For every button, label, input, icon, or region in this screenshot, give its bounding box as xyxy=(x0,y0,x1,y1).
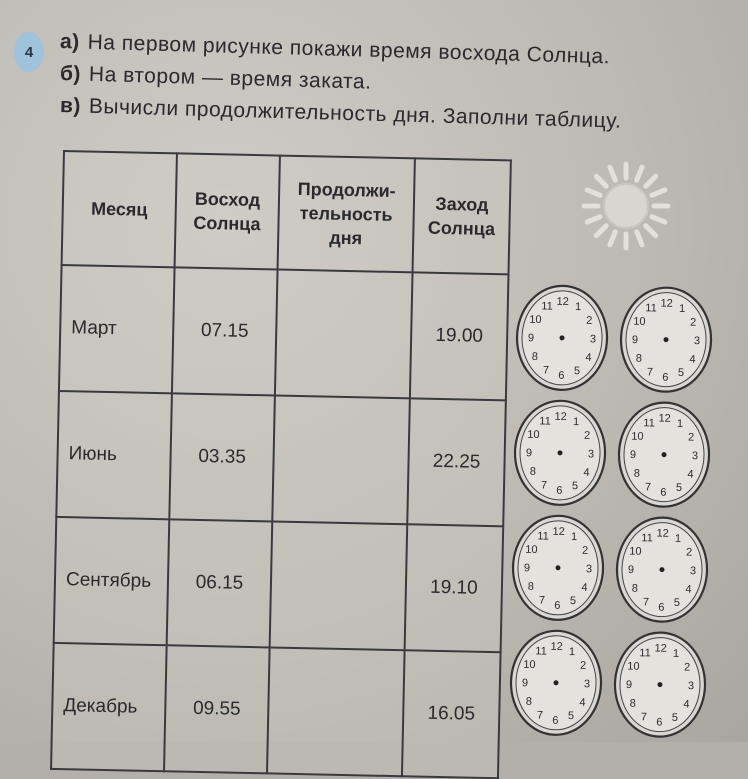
clock-number: 3 xyxy=(583,678,591,691)
clock-number: 4 xyxy=(689,353,696,366)
clock-grid xyxy=(506,282,736,746)
header-month: Месяц xyxy=(62,151,177,267)
table-row xyxy=(54,517,504,652)
clock-number: 5 xyxy=(677,366,685,380)
instruction-b-text: На втором — время заката. xyxy=(88,62,372,94)
clock-number: 10 xyxy=(631,430,644,443)
instruction-b xyxy=(60,62,372,95)
clock-number: 10 xyxy=(525,543,538,556)
sunrise-value: 09.55 xyxy=(192,697,241,720)
clock-face-march-sunrise[interactable] xyxy=(512,282,612,394)
clock-number: 10 xyxy=(629,545,642,558)
cell-sunset xyxy=(405,524,504,652)
clock-number: 1 xyxy=(574,301,582,314)
clock-number: 4 xyxy=(579,696,586,709)
sun-ray xyxy=(652,190,665,195)
instruction-c-text: Вычисли продолжительность дня. Заполни таблицу. xyxy=(88,94,622,133)
clock-number: 9 xyxy=(523,562,531,575)
clock-number: 5 xyxy=(671,711,679,724)
clock-number: 12 xyxy=(550,640,563,653)
sun-ray xyxy=(610,232,615,245)
clock-number: 12 xyxy=(658,412,671,425)
sun-ray xyxy=(596,176,606,186)
sun-ray xyxy=(637,232,642,245)
clock-number: 2 xyxy=(579,659,587,672)
clock-number: 10 xyxy=(523,658,536,671)
clock-number: 6 xyxy=(656,716,663,729)
clock-number: 1 xyxy=(570,530,578,544)
cell-sunset xyxy=(410,272,509,400)
clock-number: 7 xyxy=(642,596,650,609)
sun-ray xyxy=(610,167,615,180)
duration-value[interactable] xyxy=(275,458,408,461)
clock-number: 3 xyxy=(585,563,593,576)
clock-face-june-sunrise[interactable] xyxy=(510,397,610,509)
clock-number: 8 xyxy=(529,465,537,478)
clock-number: 12 xyxy=(554,410,567,423)
clock-number: 2 xyxy=(584,429,591,442)
sunset-value: 16.05 xyxy=(427,702,476,725)
instruction-a-tag: а) xyxy=(59,30,81,54)
sun-icon xyxy=(580,160,672,252)
sunrise-sunset-table xyxy=(50,150,512,779)
clock-number: 12 xyxy=(556,295,569,308)
clock-number: 9 xyxy=(627,564,635,577)
clock-number: 1 xyxy=(568,645,576,659)
clock-number: 5 xyxy=(571,480,579,493)
sunrise-value: 07.15 xyxy=(200,319,249,342)
clock-icon xyxy=(506,627,606,739)
clock-number: 4 xyxy=(585,351,592,364)
table-row xyxy=(59,265,509,400)
table-row xyxy=(56,391,506,526)
clock-number: 8 xyxy=(629,697,636,710)
task-number: 4 xyxy=(24,43,34,61)
month-label: Декабрь xyxy=(63,695,138,718)
clock-number: 6 xyxy=(662,371,669,384)
clock-number: 7 xyxy=(536,709,544,722)
sunset-value: 22.25 xyxy=(432,450,481,473)
clock-number: 8 xyxy=(635,352,643,365)
clock-number: 8 xyxy=(527,580,535,593)
instruction-c xyxy=(60,94,622,134)
clock-number: 5 xyxy=(573,365,581,378)
task-number-badge xyxy=(14,32,44,72)
clock-number: 11 xyxy=(537,530,549,543)
cell-sunrise xyxy=(172,267,278,395)
clock-icon xyxy=(612,514,712,626)
clock-number: 11 xyxy=(539,415,551,428)
clock-number: 8 xyxy=(631,582,638,595)
clock-number: 3 xyxy=(689,565,697,578)
sun-ray xyxy=(587,217,600,222)
clock-number: 1 xyxy=(572,416,580,429)
duration-answer-cell[interactable] xyxy=(270,521,408,650)
duration-answer-cell[interactable] xyxy=(275,270,413,399)
clock-number: 8 xyxy=(525,695,532,708)
clock-number: 5 xyxy=(673,596,681,609)
clock-number: 2 xyxy=(683,661,691,674)
clock-face-september-sunrise[interactable] xyxy=(508,512,608,624)
clock-number: 10 xyxy=(633,315,646,328)
clock-icon xyxy=(610,629,710,741)
clock-number: 3 xyxy=(693,335,701,348)
header-sunset: Заход Солнца xyxy=(413,158,511,274)
clock-number: 8 xyxy=(531,350,539,363)
clock-number: 11 xyxy=(535,645,547,658)
clock-number: 2 xyxy=(685,546,693,559)
header-duration: Продолжи- тельность дня xyxy=(278,156,415,273)
clock-number: 3 xyxy=(687,680,695,693)
clock-number: 10 xyxy=(527,428,540,441)
clock-number: 9 xyxy=(629,449,637,462)
cell-month xyxy=(56,391,172,519)
clock-number: 5 xyxy=(569,595,577,608)
instruction-a-text: На первом рисунке покажи время восхода Солнца. xyxy=(87,30,611,69)
clock-icon xyxy=(512,282,612,394)
sun-ray xyxy=(587,190,600,195)
cell-month xyxy=(51,643,167,771)
clock-number: 6 xyxy=(554,599,561,612)
sun-ray xyxy=(652,217,665,222)
clock-number: 1 xyxy=(674,532,682,545)
clock-number: 12 xyxy=(660,297,673,310)
clock-icon xyxy=(508,512,608,624)
clock-number: 3 xyxy=(587,448,595,461)
clock-number: 7 xyxy=(646,366,654,379)
clock-number: 7 xyxy=(538,594,546,607)
cell-month xyxy=(54,517,170,645)
clock-number: 12 xyxy=(552,525,565,538)
clock-number: 2 xyxy=(687,431,695,444)
month-label: Сентябрь xyxy=(65,569,152,592)
cell-month xyxy=(59,265,175,393)
cell-sunset xyxy=(402,650,501,778)
clock-number: 3 xyxy=(691,450,699,463)
clock-number: 5 xyxy=(567,710,575,723)
clock-number: 11 xyxy=(541,300,553,313)
clock-number: 7 xyxy=(644,481,652,494)
duration-value[interactable] xyxy=(277,333,410,336)
cell-sunrise xyxy=(167,519,273,647)
month-label: Июнь xyxy=(68,443,118,466)
clock-number: 11 xyxy=(641,532,653,545)
clock-number: 1 xyxy=(678,302,686,315)
clock-number: 7 xyxy=(542,364,550,377)
clock-number: 4 xyxy=(683,698,690,711)
table-row xyxy=(51,643,501,778)
sunrise-value: 06.15 xyxy=(195,571,244,594)
sun-ray xyxy=(596,226,606,236)
clock-number: 9 xyxy=(527,332,535,345)
clock-face-december-sunrise[interactable] xyxy=(506,627,606,739)
clock-face-march-sunset[interactable] xyxy=(616,284,716,396)
clock-number: 6 xyxy=(556,484,563,497)
clock-number: 5 xyxy=(675,481,683,495)
instruction-c-tag: в) xyxy=(59,94,82,118)
clock-number: 9 xyxy=(525,447,533,460)
sunset-value: 19.10 xyxy=(429,576,478,599)
clock-icon xyxy=(614,399,714,511)
clock-number: 6 xyxy=(558,369,565,382)
clock-number: 6 xyxy=(660,486,667,499)
clock-face-december-sunset[interactable] xyxy=(610,629,710,741)
sun-ray xyxy=(646,176,656,186)
clock-number: 3 xyxy=(589,333,597,346)
sunrise-value: 03.35 xyxy=(198,445,247,468)
clock-number: 10 xyxy=(529,313,542,326)
clock-face-september-sunset[interactable] xyxy=(612,514,712,626)
clock-number: 11 xyxy=(643,417,655,430)
cell-sunset xyxy=(407,398,506,526)
clock-number: 11 xyxy=(639,647,651,660)
month-label: Март xyxy=(71,317,117,340)
clock-number: 9 xyxy=(631,334,639,347)
clock-number: 12 xyxy=(654,642,667,655)
sun-ray xyxy=(646,226,656,236)
clock-number: 11 xyxy=(645,302,657,315)
clock-icon xyxy=(510,397,610,509)
clock-number: 6 xyxy=(552,714,559,727)
clock-number: 7 xyxy=(540,479,548,492)
clock-number: 4 xyxy=(581,581,588,594)
clock-number: 12 xyxy=(656,527,669,540)
clock-number: 2 xyxy=(689,316,697,329)
clock-face-june-sunset[interactable] xyxy=(614,399,714,511)
duration-answer-cell[interactable] xyxy=(272,395,410,524)
clock-number: 8 xyxy=(633,467,640,480)
clock-number: 2 xyxy=(581,544,589,557)
clock-number: 2 xyxy=(586,314,593,327)
clock-number: 7 xyxy=(640,711,648,724)
cell-sunrise xyxy=(169,393,275,521)
table-header-row xyxy=(62,151,511,274)
cell-sunrise xyxy=(164,645,270,773)
clock-number: 9 xyxy=(521,677,529,690)
clock-number: 9 xyxy=(625,679,633,692)
sunset-value: 19.00 xyxy=(435,324,484,347)
duration-value[interactable] xyxy=(272,584,405,587)
clock-number: 4 xyxy=(583,466,590,479)
clock-number: 4 xyxy=(687,468,694,481)
duration-value[interactable] xyxy=(269,710,402,713)
clock-number: 4 xyxy=(685,583,692,596)
sun-ray xyxy=(637,167,642,180)
clock-number: 6 xyxy=(658,601,665,614)
clock-icon xyxy=(616,284,716,396)
sun-table-wrapper xyxy=(50,150,509,759)
header-sunrise: Восход Солнца xyxy=(175,153,280,269)
clock-number: 10 xyxy=(627,660,640,673)
clock-number: 1 xyxy=(676,417,684,430)
instruction-b-tag: б) xyxy=(59,62,82,86)
clock-number: 1 xyxy=(672,647,680,660)
duration-answer-cell[interactable] xyxy=(267,647,405,776)
